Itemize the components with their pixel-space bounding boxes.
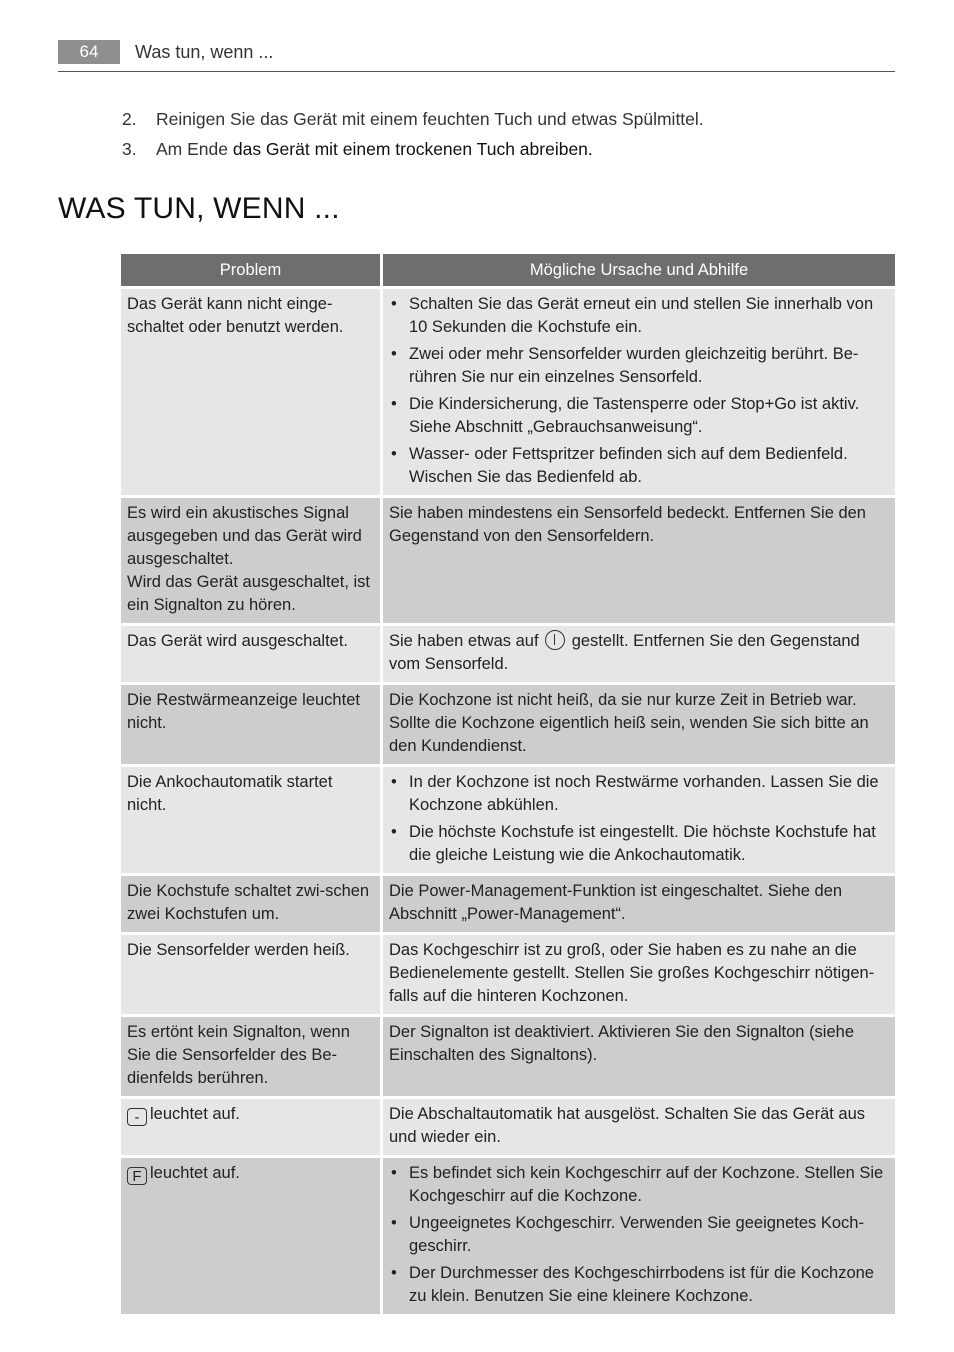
column-header-remedy: Mögliche Ursache und Abhilfe: [380, 254, 895, 286]
section-title: WAS TUN, WENN ...: [58, 192, 340, 225]
list-item: • Schalten Sie das Gerät erneut ein und stellen Sie innerhalb von 10 Sekunden die Kochstufe ein.: [389, 293, 889, 339]
problem-text: leuchtet auf.: [150, 1105, 240, 1123]
problem-cell: [121, 495, 380, 623]
remedy-cell: [380, 1155, 895, 1314]
table-row: [121, 873, 895, 932]
remedy-cell: [380, 286, 895, 495]
problem-cell: Es ertönt kein Signalton, wenn Sie die Sensorfelder des Be-dienfelds berühren.: [121, 1014, 380, 1096]
remedy-list: [389, 771, 889, 867]
table-row: [121, 764, 895, 873]
step-text: Reinigen Sie das Gerät mit einem feuchten Tuch und etwas Spülmittel.: [156, 109, 704, 129]
list-item: • Der Durchmesser des Kochgeschirrbodens ist für die Kochzone zu klein. Benutzen Sie eine kleinere Kochzone.: [389, 1262, 889, 1308]
remedy-cell: Die Kochzone ist nicht heiß, da sie nur kurze Zeit in Betrieb war. Sollte die Kochzone eigentlich heiß sein, wenden Sie sich bitte an den Kundendienst.: [380, 682, 895, 764]
list-item: • Die höchste Kochstufe ist eingestellt. Die höchste Kochstufe hat die gleiche Leistung wie die Ankochautomatik.: [389, 821, 889, 867]
table-row: [121, 1155, 895, 1314]
step-text-emphasis: das Gerät mit einem trockenen Tuch abreiben.: [232, 139, 593, 159]
problem-text: leuchtet auf.: [150, 1164, 240, 1182]
table-row: [121, 1096, 895, 1155]
problem-cell: Die Kochstufe schaltet zwi-schen zwei Kochstufen um.: [121, 873, 380, 932]
problem-cell: Die Sensorfelder werden heiß.: [121, 932, 380, 1014]
problem-cell: [121, 1155, 380, 1314]
remedy-cell: [380, 764, 895, 873]
page-number: 64: [58, 40, 120, 64]
list-item: • Wasser- oder Fettspritzer befinden sich auf dem Bedienfeld. Wischen Sie das Bedienfeld ab.: [389, 443, 889, 489]
problem-line: Es wird ein akustisches Signal ausgegeben und das Gerät wird ausgeschaltet.: [127, 504, 362, 568]
step-item: [122, 134, 892, 164]
table-row: [121, 1014, 895, 1096]
cleaning-steps: [122, 104, 892, 164]
list-item: • Es befindet sich kein Kochgeschirr auf der Kochzone. Stellen Sie Kochgeschirr auf die Kochzone.: [389, 1162, 889, 1208]
page-header: [58, 38, 895, 72]
table-row: [121, 495, 895, 623]
remedy-cell: Der Signalton ist deaktiviert. Aktivieren Sie den Signalton (siehe Einschalten des Signaltons).: [380, 1014, 895, 1096]
list-item: • Die Kindersicherung, die Tastensperre oder Stop+Go ist aktiv. Siehe Abschnitt „Gebrauchsanweisung“.: [389, 393, 889, 439]
troubleshooting-table: [121, 254, 895, 1314]
table-row: [121, 932, 895, 1014]
remedy-text: Sie haben etwas auf: [389, 632, 544, 650]
display-f-symbol: F: [127, 1167, 147, 1185]
remedy-list: [389, 293, 889, 489]
problem-line: Wird das Gerät ausgeschaltet, ist ein Signalton zu hören.: [127, 573, 371, 614]
remedy-list: [389, 1162, 889, 1308]
step-number: 3.: [122, 139, 137, 159]
remedy-cell: Die Abschaltautomatik hat ausgelöst. Schalten Sie das Gerät aus und wieder ein.: [380, 1096, 895, 1155]
remedy-text: gestellt. Entfernen Sie den Gegenstand vom Sensorfeld.: [389, 632, 860, 673]
remedy-cell: Die Power-Management-Funktion ist eingeschaltet. Siehe den Abschnitt „Power-Management“.: [380, 873, 895, 932]
table-row: [121, 623, 895, 682]
column-header-problem: Problem: [121, 254, 380, 286]
problem-cell: Die Ankochautomatik startet nicht.: [121, 764, 380, 873]
list-item: • In der Kochzone ist noch Restwärme vorhanden. Lassen Sie die Kochzone abkühlen.: [389, 771, 889, 817]
list-item: • Ungeeignetes Kochgeschirr. Verwenden Sie geeignetes Koch-geschirr.: [389, 1212, 889, 1258]
list-item: • Zwei oder mehr Sensorfelder wurden gleichzeitig berührt. Be-rühren Sie nur ein einzelnes Sensorfeld.: [389, 343, 889, 389]
step-number: 2.: [122, 109, 137, 129]
remedy-cell: Sie haben mindestens ein Sensorfeld bedeckt. Entfernen Sie den Gegenstand von den Sensorfeldern.: [380, 495, 895, 623]
remedy-cell: Das Kochgeschirr ist zu groß, oder Sie haben es zu nahe an die Bedienelemente gestellt. Stellen Sie großes Kochgeschirr nötigen-falls auf die hinteren Kochzonen.: [380, 932, 895, 1014]
problem-cell: Das Gerät wird ausgeschaltet.: [121, 623, 380, 682]
problem-cell: Das Gerät kann nicht einge-schaltet oder benutzt werden.: [121, 286, 380, 495]
step-item: [122, 104, 892, 134]
table-row: [121, 682, 895, 764]
remedy-cell: [380, 623, 895, 682]
step-text-lead: Am Ende: [156, 139, 233, 159]
table-row: [121, 286, 895, 495]
table-header-row: [121, 254, 895, 286]
problem-cell: Die Restwärmeanzeige leuchtet nicht.: [121, 682, 380, 764]
problem-cell: [121, 1096, 380, 1155]
display-minus-symbol: -: [127, 1108, 147, 1126]
power-icon: [545, 630, 565, 650]
running-header-title: Was tun, wenn ...: [135, 42, 274, 62]
